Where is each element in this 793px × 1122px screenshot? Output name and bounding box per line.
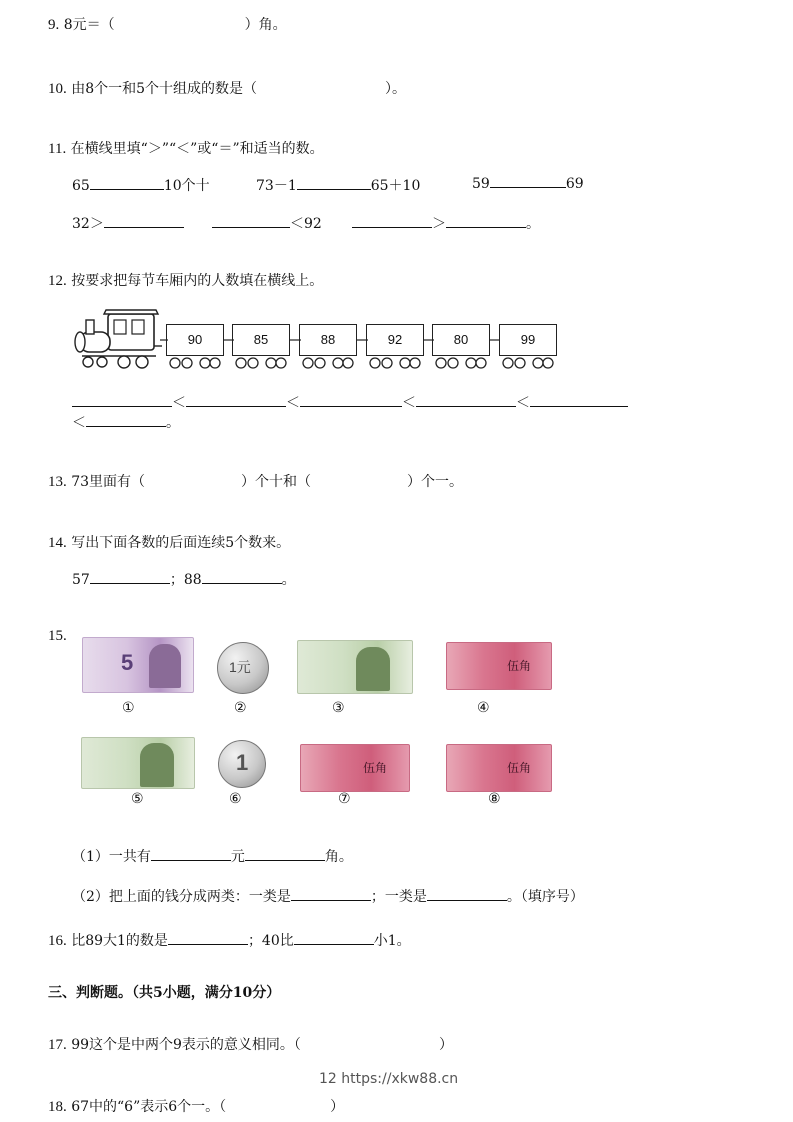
- blank-line[interactable]: [202, 571, 282, 584]
- car-number: 80: [453, 332, 469, 347]
- question-text: ；一类是: [370, 889, 427, 905]
- locomotive-icon: [74, 308, 162, 370]
- banknote-5-jiao: [446, 642, 552, 690]
- car-number: 92: [387, 332, 403, 347]
- question-number: 10.: [48, 81, 67, 97]
- question-12: [48, 270, 323, 290]
- q14-answers: [72, 569, 296, 589]
- question-text: 按要求把每节车厢内的人数填在横线上。: [71, 273, 324, 289]
- less-than: ＜: [402, 395, 416, 411]
- question-text: 。（填序号）: [506, 889, 584, 905]
- q15-sub-2: [72, 886, 584, 906]
- q11-row-2: [72, 213, 184, 233]
- question-13: [48, 471, 463, 491]
- question-text: ）: [438, 1037, 453, 1053]
- denomination: 5: [121, 650, 134, 675]
- blank-line[interactable]: [212, 215, 290, 228]
- blank-line[interactable]: [186, 394, 286, 407]
- expression: ＜92: [290, 216, 322, 232]
- q12-answer-line-2: [72, 412, 180, 432]
- denomination: 伍角: [507, 761, 532, 775]
- punctuation: 。: [166, 415, 180, 431]
- blank-line[interactable]: [294, 932, 374, 945]
- coin-1-yuan: [218, 740, 266, 788]
- blank-line[interactable]: [168, 932, 248, 945]
- expression: 69: [565, 176, 584, 192]
- blank-line[interactable]: [72, 394, 172, 407]
- banknote-5-jiao: [446, 744, 552, 792]
- portrait-icon: [356, 647, 390, 691]
- q11-row-1-col-3: [472, 175, 584, 192]
- denomination: 1: [236, 750, 249, 775]
- expression: 10个十: [163, 178, 210, 194]
- blank-line[interactable]: [300, 394, 402, 407]
- expression: ＞: [432, 216, 446, 232]
- blank-line[interactable]: [90, 571, 170, 584]
- banknote-5-yuan: [82, 637, 194, 693]
- punctuation: 。: [281, 572, 296, 588]
- label-2: ②: [234, 700, 247, 716]
- question-14: [48, 532, 290, 552]
- question-text: 8元＝（: [63, 17, 115, 33]
- q11-row-2-col-3: [352, 213, 540, 233]
- expression: 59: [472, 176, 490, 192]
- denomination: 伍角: [363, 761, 388, 775]
- banknote-1-yuan: [81, 737, 195, 789]
- expression: 32＞: [72, 216, 104, 232]
- expression: 65＋10: [370, 178, 421, 194]
- q11-row-1-col-2: [256, 175, 420, 195]
- question-text: 在横线里填“＞”“＜”或“＝”和适当的数。: [70, 141, 324, 157]
- question-17: [48, 1034, 453, 1054]
- label-8: ⑧: [488, 791, 501, 807]
- question-text: 比89大1的数是: [71, 933, 168, 949]
- label-7: ⑦: [338, 791, 351, 807]
- blank-line[interactable]: [90, 177, 164, 190]
- blank-line[interactable]: [427, 888, 507, 901]
- label-1: ①: [122, 700, 135, 716]
- question-text: 73里面有（: [71, 474, 146, 490]
- start-number: 88: [183, 572, 202, 588]
- question-10: [48, 78, 406, 98]
- question-text: ）。: [385, 81, 407, 97]
- section-title: 三、判断题。（共5小题，满分10分）: [48, 985, 281, 1001]
- question-number: 9.: [48, 17, 60, 33]
- label-6: ⑥: [229, 791, 242, 807]
- label-4: ④: [477, 700, 490, 716]
- question-number: 12.: [48, 273, 67, 289]
- question-number: 16.: [48, 933, 67, 949]
- unit: 角。: [324, 849, 353, 865]
- less-than: ＜: [72, 415, 86, 431]
- question-text: ；40比: [247, 933, 294, 949]
- car-number: 99: [520, 332, 536, 347]
- denomination: 伍角: [507, 659, 532, 673]
- page-footer: 12 https://xkw88.cn: [319, 1071, 459, 1087]
- question-9: [48, 14, 287, 34]
- blank-line[interactable]: [490, 175, 566, 188]
- question-text: 由8个一和5个十组成的数是（: [71, 81, 258, 97]
- question-text: ）角。: [244, 17, 287, 33]
- car-number: 90: [187, 332, 203, 347]
- less-than: ＜: [516, 395, 530, 411]
- expression: 73－1: [256, 178, 297, 194]
- portrait-icon: [149, 644, 181, 688]
- question-text: 小1。: [373, 933, 411, 949]
- blank-line[interactable]: [416, 394, 516, 407]
- train-car-6: [499, 324, 557, 356]
- banknote-5-jiao: [300, 744, 410, 792]
- q12-answer-line-1: [72, 392, 628, 412]
- question-18: [48, 1096, 344, 1116]
- unit: 元: [230, 849, 245, 865]
- question-text: ）: [330, 1099, 345, 1115]
- question-text: （1）一共有: [72, 849, 151, 865]
- banknote-1-yuan: [297, 640, 413, 694]
- q11-row-2-col-2: [212, 213, 322, 233]
- denomination: 1元: [229, 659, 251, 675]
- question-text: 99这个是中两个9表示的意义相同。（: [71, 1037, 301, 1053]
- question-text: ）个十和（: [241, 474, 312, 490]
- question-number: 11.: [48, 141, 67, 157]
- portrait-icon: [140, 743, 174, 787]
- question-number: 14.: [48, 535, 67, 551]
- car-number: 88: [320, 332, 336, 347]
- car-number: 85: [253, 332, 269, 347]
- blank-line[interactable]: [104, 215, 184, 228]
- start-number: 57: [72, 572, 90, 588]
- blank-line[interactable]: [245, 848, 325, 861]
- question-text: 写出下面各数的后面连续5个数来。: [71, 535, 291, 551]
- question-number: 13.: [48, 474, 67, 490]
- car-couplings: [160, 336, 500, 344]
- question-text: ）个一。: [407, 474, 464, 490]
- wheels-icon: [166, 356, 558, 370]
- label-5: ⑤: [131, 791, 144, 807]
- blank-line[interactable]: [291, 888, 371, 901]
- coin-1-yuan: [217, 642, 269, 694]
- question-number: 15.: [48, 628, 67, 644]
- question-number: 18.: [48, 1099, 67, 1115]
- label-3: ③: [332, 700, 345, 716]
- question-text: （2）把上面的钱分成两类：一类是: [72, 889, 291, 905]
- expression: 65: [72, 178, 90, 194]
- question-number: 17.: [48, 1037, 67, 1053]
- question-11: [48, 138, 324, 158]
- blank-line[interactable]: [86, 414, 166, 427]
- question-text: 67中的“6”表示6个一。（: [71, 1099, 227, 1115]
- less-than: ＜: [172, 395, 186, 411]
- blank-line[interactable]: [352, 215, 432, 228]
- separator: ；: [169, 572, 184, 588]
- blank-line[interactable]: [151, 848, 231, 861]
- less-than: ＜: [286, 395, 300, 411]
- blank-line[interactable]: [297, 177, 371, 190]
- blank-line[interactable]: [530, 394, 628, 407]
- question-16: [48, 930, 411, 950]
- q11-row-1: [72, 175, 210, 195]
- q15-sub-1: [72, 846, 353, 866]
- blank-line[interactable]: [446, 215, 526, 228]
- punctuation: 。: [526, 216, 540, 232]
